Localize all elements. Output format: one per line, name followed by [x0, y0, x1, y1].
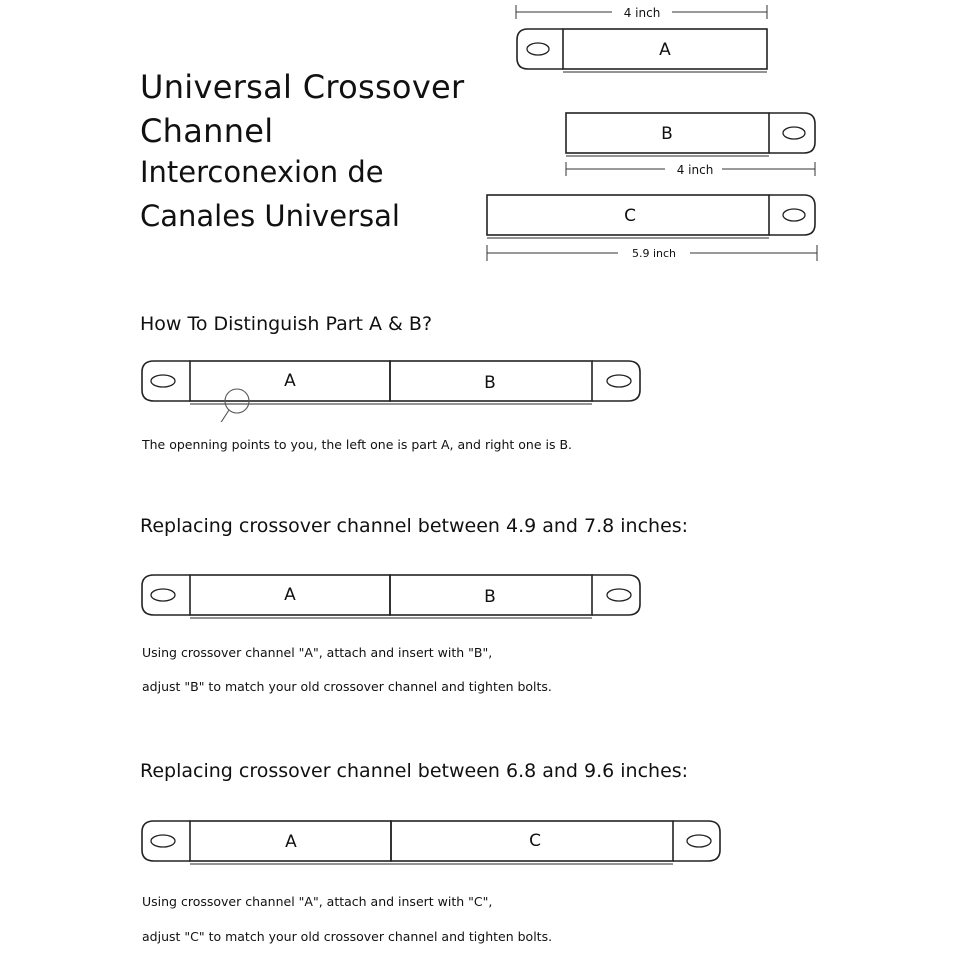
part-b-label: B	[661, 124, 673, 144]
dim-c-label: 5.9 inch	[631, 247, 677, 260]
part-b-tab	[769, 113, 815, 153]
ac-right-hole	[687, 835, 711, 847]
part-c-diagram	[487, 195, 817, 261]
section-ac-diagram	[130, 812, 740, 876]
distinguish-label-a: A	[284, 371, 296, 391]
distinguish-heading: How To Distinguish Part A & B?	[140, 313, 433, 335]
part-a-tab	[517, 29, 563, 69]
part-a-diagram	[516, 5, 767, 72]
part-b-hole	[783, 127, 805, 139]
opening-callout-line	[218, 410, 229, 422]
section-ab-heading: Replacing crossover channel between 4.9 and 7.8 inches:	[140, 515, 689, 537]
part-c-tab	[769, 195, 815, 235]
distinguish-right-hole	[607, 375, 631, 387]
section-ac-caption-line-1: Using crossover channel "A", attach and insert with "C",	[142, 894, 493, 909]
distinguish-label-b: B	[484, 373, 496, 393]
ac-label-a: A	[285, 832, 297, 852]
section-ac-caption-line-2: adjust "C" to match your old crossover channel and tighten bolts.	[142, 929, 553, 944]
ab-label-b: B	[484, 587, 496, 607]
ab-left-tab	[142, 575, 190, 615]
distinguish-diagram	[130, 352, 660, 422]
title-line-2: Channel	[140, 112, 274, 150]
ac-left-hole	[151, 835, 175, 847]
ac-right-tab	[673, 821, 720, 861]
ab-label-a: A	[284, 585, 296, 605]
part-a-hole	[527, 43, 549, 55]
section-ac-heading: Replacing crossover channel between 6.8 and 9.6 inches:	[140, 760, 689, 782]
ac-label-c: C	[529, 831, 541, 851]
parts-diagram	[0, 0, 960, 300]
dim-a-label: 4 inch	[623, 6, 661, 20]
distinguish-right-tab	[592, 361, 640, 401]
title-line-1: Universal Crossover	[140, 68, 465, 106]
ab-right-tab	[592, 575, 640, 615]
distinguish-caption: The openning points to you, the left one is part A, and right one is B.	[142, 437, 573, 452]
part-a-label: A	[659, 40, 671, 60]
ab-left-hole	[151, 589, 175, 601]
distinguish-left-tab	[142, 361, 190, 401]
part-b-diagram	[566, 113, 815, 177]
dim-b-label: 4 inch	[676, 163, 714, 177]
ac-left-tab	[142, 821, 190, 861]
part-c-label: C	[624, 206, 636, 226]
section-ab-diagram	[130, 566, 660, 630]
ab-right-hole	[607, 589, 631, 601]
part-c-hole	[783, 209, 805, 221]
section-ab-caption-line-2: adjust "B" to match your old crossover channel and tighten bolts.	[142, 679, 552, 694]
distinguish-left-hole	[151, 375, 175, 387]
title-line-4: Canales Universal	[140, 199, 400, 233]
section-ab-caption-line-1: Using crossover channel "A", attach and insert with "B",	[142, 645, 493, 660]
title-line-3: Interconexion de	[140, 155, 384, 189]
